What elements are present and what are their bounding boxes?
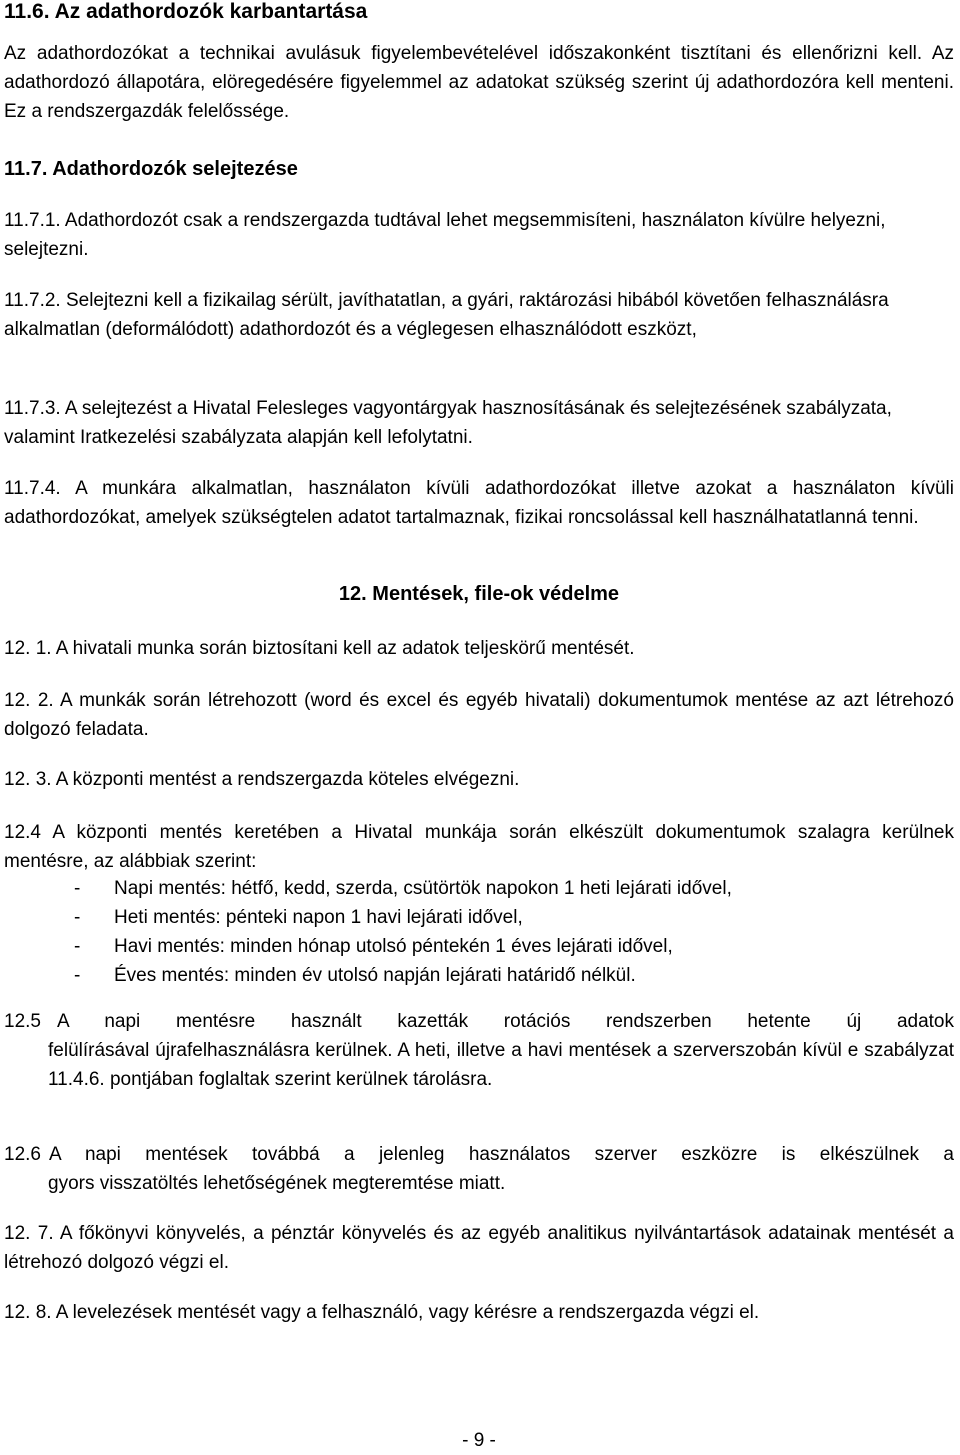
item-12-6-first-line: A napi mentések továbbá a jelenleg használatos szerver eszközre is elkészülnek a bbox=[48, 1144, 954, 1165]
item-11-7-2: 11.7.2. Selejtezni kell a fizikailag sérült, javíthatatlan, a gyári, raktározási hibából követően felhasználásra alkalmatlan (deformálódott) adathordozót és a véglegesen elhasználódott eszközt, bbox=[4, 290, 889, 340]
item-12-4: 12.4 A központi mentés keretében a Hivatal munkája során elkészült dokumentumok szalagra kerülnek mentésre, az alábbiak szerint: bbox=[4, 822, 954, 872]
item-12-5-number: 12.5 bbox=[4, 1011, 41, 1032]
item-12-6 bbox=[4, 1140, 954, 1198]
item-12-5 bbox=[4, 1007, 954, 1094]
list-item: - Heti mentés: pénteki napon 1 havi lejárati idővel, bbox=[74, 907, 523, 928]
item-12-5-text: felülírásával újrafelhasználásra kerülnek. A heti, illetve a havi mentések a szerverszobán kívül e szabályzat 11.4.6. pontjában foglaltak szerint kerülnek tárolásra. bbox=[48, 1040, 954, 1090]
item-12-6-text: gyors visszatöltés lehetőségének megteremtése miatt. bbox=[48, 1173, 506, 1194]
item-11-7-1: 11.7.1. Adathordozót csak a rendszergazda tudtával lehet megsemmisíteni, használaton kívülre helyezni, selejtezni. bbox=[4, 210, 886, 260]
item-12-1: 12. 1. A hivatali munka során biztosítani kell az adatok teljeskörű mentését. bbox=[4, 638, 635, 659]
section-11-6-heading: 11.6. Az adathordozók karbantartása bbox=[4, 0, 368, 23]
item-11-7-3: 11.7.3. A selejtezést a Hivatal Felesleges vagyontárgyak hasznosításának és selejtezésének szabályzata, valamint Iratkezelési szabályzata alapján kell lefolytatni. bbox=[4, 398, 892, 448]
list-item: - Havi mentés: minden hónap utolsó péntekén 1 éves lejárati idővel, bbox=[74, 936, 673, 957]
backup-schedule-list bbox=[74, 874, 954, 990]
item-12-3: 12. 3. A központi mentést a rendszergazda köteles elvégezni. bbox=[4, 769, 520, 790]
item-11-7-4: 11.7.4. A munkára alkalmatlan, használaton kívüli adathordozókat illetve azokat a használaton kívüli adathordozókat, amelyek szükségtelen adatot tartalmaznak, fizikai roncsolással kell használhatatlanná tenni. bbox=[4, 478, 954, 528]
section-11-7-heading: 11.7. Adathordozók selejtezése bbox=[4, 158, 298, 180]
item-12-7: 12. 7. A főkönyvi könyvelés, a pénztár könyvelés és az egyéb analitikus nyilvántartások adatainak mentését a létrehozó dolgozó végzi el. bbox=[4, 1223, 954, 1273]
item-12-8: 12. 8. A levelezések mentését vagy a felhasználó, vagy kérésre a rendszergazda végzi el. bbox=[4, 1302, 760, 1323]
list-item: - Napi mentés: hétfő, kedd, szerda, csütörtök napokon 1 heti lejárati idővel, bbox=[74, 878, 732, 899]
list-item: - Éves mentés: minden év utolsó napján lejárati határidő nélkül. bbox=[74, 965, 636, 986]
page-number: - 9 - bbox=[462, 1430, 496, 1451]
item-12-2: 12. 2. A munkák során létrehozott (word és excel és egyéb hivatali) dokumentumok mentése az azt létrehozó dolgozó feladata. bbox=[4, 690, 954, 740]
item-12-6-number: 12.6 bbox=[4, 1144, 41, 1165]
section-11-6-body: Az adathordozókat a technikai avulásuk figyelembevételével időszakonként tisztítani és ellenőrizni kell. Az adathordozó állapotára, elöregedésére figyelemmel az adatokat szükség szerint új adathordozóra kell menteni. Ez a rendszergazdák felelőssége. bbox=[4, 43, 954, 122]
item-12-5-first-line: A napi mentésre használt kazetták rotációs rendszerben hetente új adatok bbox=[56, 1011, 954, 1032]
section-12-heading: 12. Mentések, file-ok védelme bbox=[338, 583, 620, 605]
